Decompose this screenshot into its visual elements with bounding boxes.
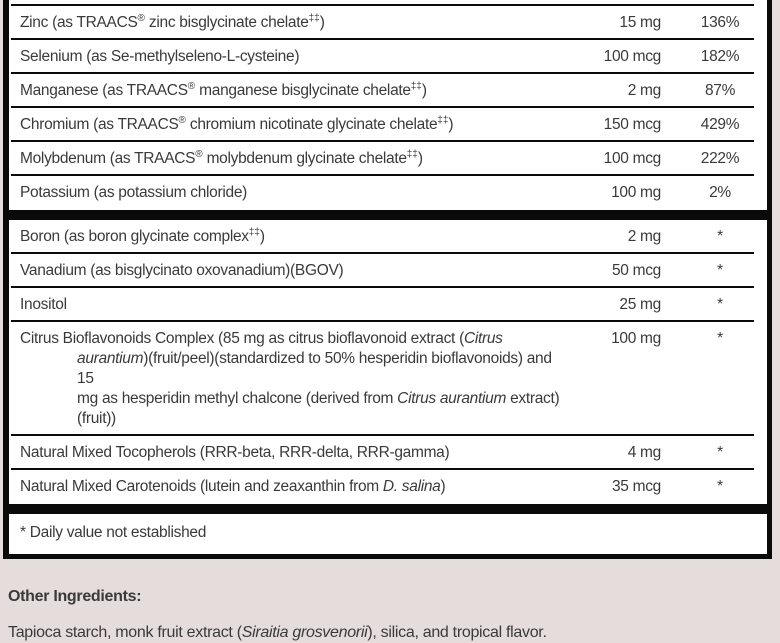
amount-per-serving: 100 mcg bbox=[603, 150, 661, 167]
other-ingredients-section bbox=[0, 587, 780, 643]
table-row bbox=[9, 74, 767, 108]
daily-value-percent: * bbox=[717, 444, 723, 461]
daily-value-percent: 429% bbox=[700, 116, 740, 133]
supplement-facts-table bbox=[3, 0, 772, 559]
table-row bbox=[9, 470, 767, 504]
daily-value-percent: 222% bbox=[700, 150, 740, 167]
amount-per-serving: 35 mcg bbox=[611, 478, 661, 495]
amount-per-serving: 50 mcg bbox=[611, 262, 661, 279]
table-row bbox=[9, 254, 767, 288]
other-ingredients-heading: Other Ingredients: bbox=[8, 588, 142, 605]
daily-value-percent: * bbox=[717, 478, 723, 495]
table-row bbox=[9, 142, 767, 176]
ingredient-name: Citrus Bioflavonoids Complex (85 mg as citrus bioflavonoid extract (Citrus aurantium)(fruit/peel)(standardized to 50% hesperidin bioflavonoids) and 15 mg as hesperidin methyl chalcone (derived from Citrus aurantium extract) (fruit)) bbox=[20, 330, 560, 427]
daily-value-percent: 182% bbox=[700, 48, 740, 65]
ingredient-name: Manganese (as TRAACS® manganese bisglycinate chelate‡‡) bbox=[20, 80, 427, 99]
ingredient-name: Molybdenum (as TRAACS® molybdenum glycinate chelate‡‡) bbox=[20, 148, 423, 167]
table-row bbox=[9, 176, 767, 210]
daily-value-percent: * bbox=[717, 228, 723, 245]
table-row bbox=[9, 322, 767, 436]
amount-per-serving: 150 mcg bbox=[603, 116, 661, 133]
amount-per-serving: 100 mcg bbox=[603, 48, 661, 65]
ingredient-name: Vanadium (as bisglycinato oxovanadium)(BGOV) bbox=[20, 262, 344, 279]
table-rows bbox=[9, 6, 767, 514]
section-separator-bar bbox=[9, 210, 767, 220]
table-row bbox=[9, 108, 767, 142]
amount-per-serving: 100 mg bbox=[611, 184, 661, 201]
amount-per-serving: 2 mg bbox=[627, 228, 661, 245]
ingredient-name: Natural Mixed Carotenoids (lutein and zeaxanthin from D. salina) bbox=[20, 478, 446, 495]
ingredient-name: Chromium (as TRAACS® chromium nicotinate glycinate chelate‡‡) bbox=[20, 114, 454, 133]
ingredient-name: Selenium (as Se-methylseleno-L-cysteine) bbox=[20, 48, 300, 65]
other-ingredients-text: Tapioca starch, monk fruit extract (Siraitia grosvenorii), silica, and tropical flavor. bbox=[8, 624, 547, 641]
amount-per-serving: 2 mg bbox=[627, 82, 661, 99]
ingredient-name: Inositol bbox=[20, 296, 67, 313]
table-row bbox=[9, 220, 767, 254]
daily-value-percent: 87% bbox=[704, 82, 736, 99]
ingredient-name: Natural Mixed Tocopherols (RRR-beta, RRR-delta, RRR-gamma) bbox=[20, 444, 450, 461]
table-row bbox=[9, 6, 767, 40]
ingredient-name: Potassium (as potassium chloride) bbox=[20, 184, 247, 201]
amount-per-serving: 100 mg bbox=[611, 330, 661, 347]
amount-per-serving: 4 mg bbox=[627, 444, 661, 461]
daily-value-percent: * bbox=[717, 330, 723, 347]
table-row bbox=[9, 288, 767, 322]
ingredient-name: Boron (as boron glycinate complex‡‡) bbox=[20, 226, 265, 245]
section-separator-bar bbox=[9, 504, 767, 514]
amount-per-serving: 25 mg bbox=[619, 296, 661, 313]
table-row bbox=[9, 40, 767, 74]
daily-value-percent: * bbox=[717, 296, 723, 313]
table-row bbox=[9, 436, 767, 470]
daily-value-percent: 136% bbox=[700, 14, 740, 31]
daily-value-percent: 2% bbox=[709, 184, 731, 201]
ingredient-name: Zinc (as TRAACS® zinc bisglycinate chelate‡‡) bbox=[20, 12, 325, 31]
amount-per-serving: 15 mg bbox=[619, 14, 661, 31]
daily-value-percent: * bbox=[717, 262, 723, 279]
daily-value-footnote: * Daily value not established bbox=[20, 524, 207, 541]
